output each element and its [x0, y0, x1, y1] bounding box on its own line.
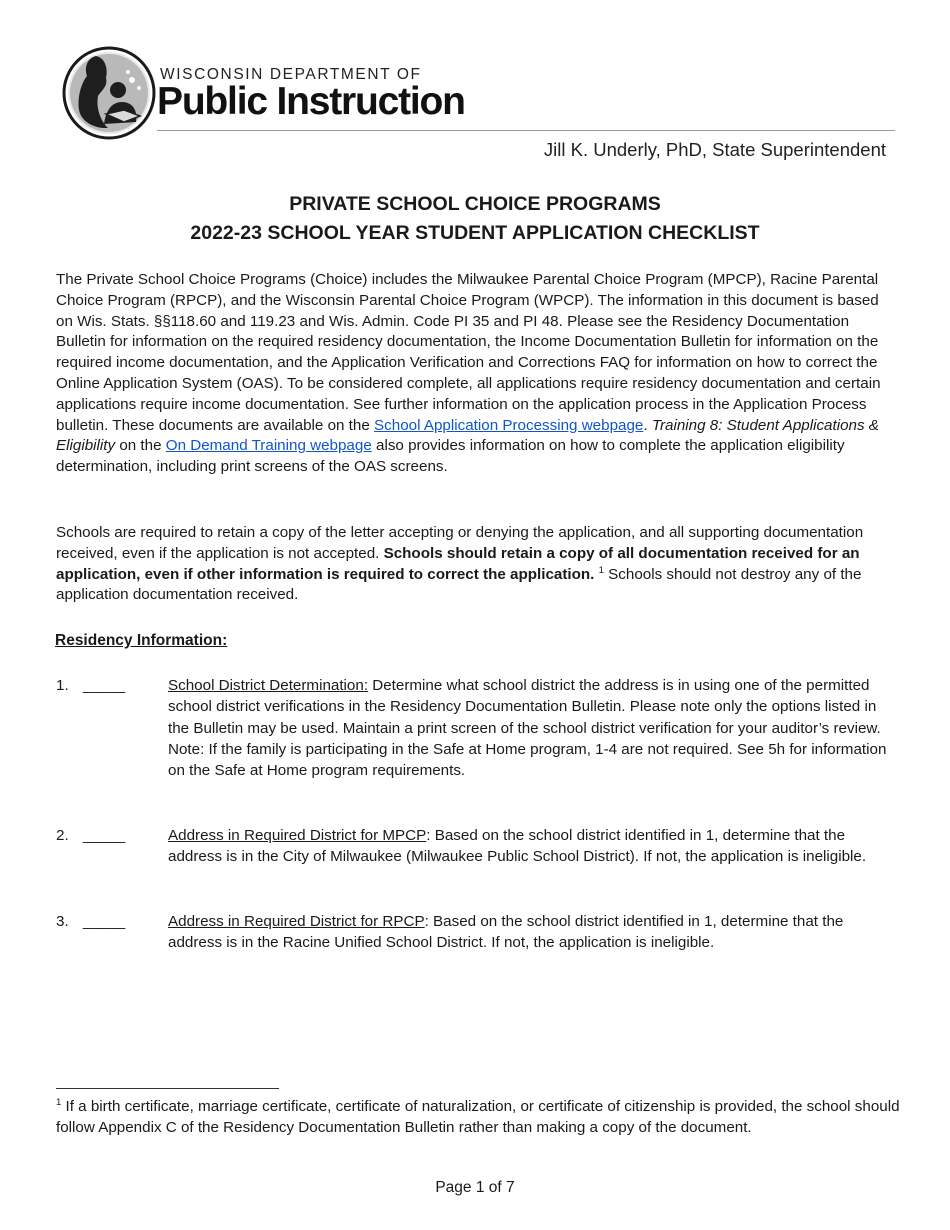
item-text: Address in Required District for MPCP: Based on the school district identified in 1, determine that the address is in the City of Milwaukee (Milwaukee Public School District). If not, the application is ineligible. — [168, 827, 867, 866]
dpi-logo-icon — [62, 46, 156, 140]
header-divider — [157, 130, 895, 131]
retain-paragraph: Schools are required to retain a copy of the letter accepting or denying the application, and all supporting documentation received, even if the application is not accepted. Schools should retain a copy of all documentation received for an application, even if other information is required to correct the application. $^1$ Schools should not destroy any of the application documentation received. — [56, 524, 864, 604]
item-label: Address in Required District for MPCP — [168, 827, 427, 844]
agency-name-bottom: Public Instruction — [157, 80, 465, 123]
page-number: Page 1 of 7 — [435, 1179, 515, 1196]
on-demand-training-link[interactable]: On Demand Training webpage — [165, 437, 372, 455]
superintendent-name: Jill K. Underly, PhD, State Superintendent — [543, 139, 886, 160]
agency-name-top: WISCONSIN DEPARTMENT OF — [160, 66, 422, 83]
checkbox-blank[interactable]: _____ — [83, 827, 126, 844]
item-label: Address in Required District for RPCP — [168, 913, 425, 930]
document-title-line1: PRIVATE SCHOOL CHOICE PROGRAMS — [289, 193, 661, 215]
item-number: 1. — [56, 677, 69, 694]
item-number: 3. — [56, 913, 69, 930]
footnote-marker: 1 — [56, 1096, 62, 1108]
footnote-divider — [56, 1088, 279, 1089]
item-text: School District Determination: Determine what school district the address is in using one of the permitted school district verifications in the Residency Documentation Bulletin. Please note only the options listed in the Bulletin may be used. Maintain a print screen of the school district verification for your auditor’s review. Note: If the family is participating in the Safe at Home program, 1-4 are not required. See 5h for information on the Safe at Home program requirements. — [168, 677, 887, 780]
footnote-reference: 1 — [598, 564, 604, 576]
intro-paragraph: The Private School Choice Programs (Choice) includes the Milwaukee Parental Choice Program (MPCP), Racine Parental Choice Program (RPCP), and the Wisconsin Parental Choice Program (WPCP). The information in this document is based on Wis. Stats. §§118.60 and 119.23 and Wis. Admin. Code PI 35 and PI 48. Please see the Residency Documentation Bulletin for information on the required residency documentation, the Income Documentation Bulletin for information on the required income documentation, and the Application Verification and Corrections FAQ for information on how to correct the Online Application System (OAS). To be considered complete, all applications require residency documentation and certain applications require income documentation. See further information on the application process in the Application Process bulletin. These documents are available on the School Application Processing webpage. Training 8: Student Applications & Eligibility on the On Demand Training webpage also provides information on how to complete the application eligibility determination, including print screens of the OAS screens. — [56, 271, 881, 476]
residency-heading: Residency Information: — [55, 632, 228, 649]
document-title-line2: 2022-23 SCHOOL YEAR STUDENT APPLICATION CHECKLIST — [190, 222, 760, 244]
item-number: 2. — [56, 827, 69, 844]
checkbox-blank[interactable]: _____ — [83, 913, 126, 930]
item-text: Address in Required District for RPCP: Based on the school district identified in 1, determine that the address is in the Racine Unified School District. If not, the application is ineligible. — [168, 913, 844, 952]
item-label: School District Determination: — [168, 677, 369, 694]
footnote: $^1$ If a birth certificate, marriage certificate, certificate of naturalization, or certificate of citizenship is provided, the school should follow Appendix C of the Residency Documentation Bulletin rather than making a copy of the document. — [56, 1096, 900, 1136]
checkbox-blank[interactable]: _____ — [83, 677, 126, 694]
school-application-processing-link[interactable]: School Application Processing webpage — [374, 416, 644, 434]
